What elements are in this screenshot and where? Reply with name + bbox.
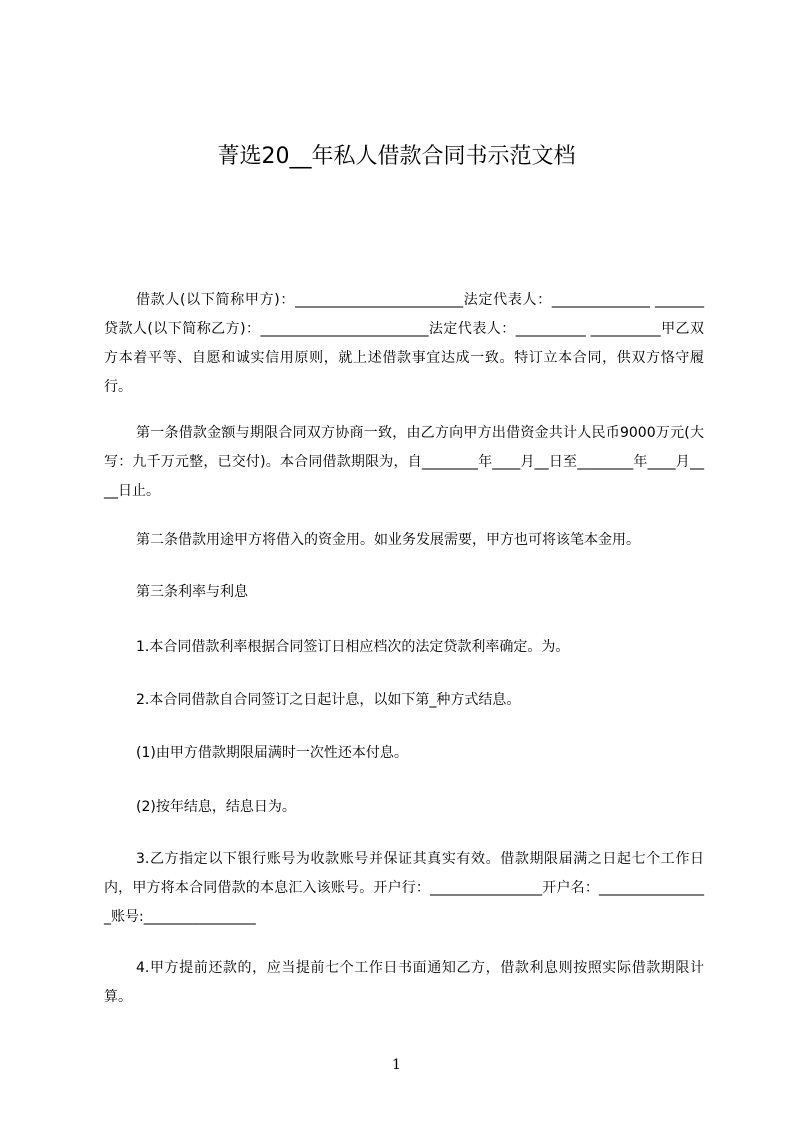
clause-2-option-1: (1)由甲方借款期限届满时一次性还本付息。	[136, 745, 408, 761]
article-2-paragraph: 第二条借款用途甲方将借入的资金用。如业务发展需要，甲方也可将该笔本金用。	[136, 532, 640, 548]
clause-3-paragraph: 3.乙方指定以下银行账号为收款账号并保证其真实有效。借款期限届满之日起七个工作日内，甲方将本合同借款的本息汇入该账号。开户行：________________开户名：________________账号:________________	[104, 851, 704, 925]
clause-2-paragraph: 2.本合同借款自合同签订之日起计息，以如下第_种方式结息。	[136, 692, 521, 708]
page-number: 1	[392, 1057, 401, 1073]
document-title: 菁选20__年私人借款合同书示范文档	[217, 144, 576, 169]
article-3-heading: 第三条利率与利息	[136, 584, 248, 600]
article-1-paragraph: 第一条借款金额与期限合同双方协商一致，由乙方向甲方出借资金共计人民币9000万元(大写：九千万元整，已交付)。本合同借款期限为，自________年____月__日至________年____月____日止。	[104, 425, 704, 499]
clause-4-paragraph: 4.甲方提前还款的，应当提前七个工作日书面通知乙方，借款利息则按照实际借款期限计算。	[104, 960, 704, 1005]
clause-1-paragraph: 1.本合同借款利率根据合同签订日相应档次的法定贷款利率确定。为。	[136, 639, 570, 655]
clause-2-option-2: (2)按年结息，结息日为。	[136, 799, 296, 815]
parties-paragraph: 借款人(以下简称甲方)：________________________法定代表人：______________ _______贷款人(以下简称乙方)：________________________法定代表人：__________ __________甲乙双方本着平等、自愿和诚实信用原则，就上述借款事宜达成一致。特订立本合同，供双方恪守履行。	[104, 292, 704, 395]
